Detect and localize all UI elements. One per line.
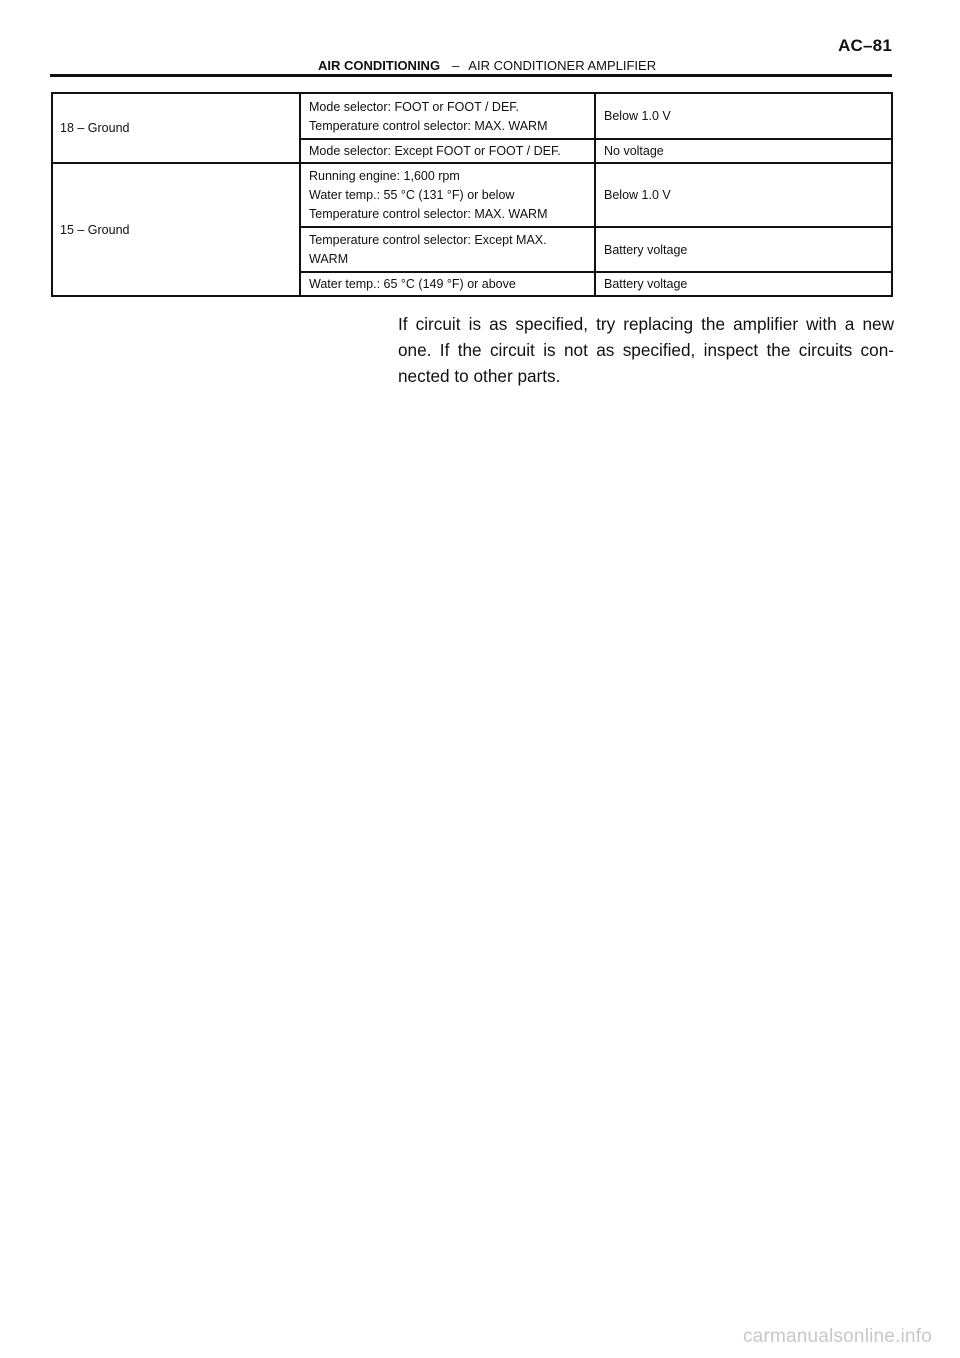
- condition-cell: [300, 93, 595, 139]
- table-row: [52, 163, 892, 227]
- watermark: carmanualsonline.info: [742, 1326, 932, 1347]
- condition-cell: [300, 163, 595, 227]
- condition-line: Mode selector: FOOT or FOOT / DEF.: [309, 99, 520, 114]
- condition-line: Temperature control selector: MAX. WARM: [309, 207, 548, 221]
- condition-line: Mode selector: Except FOOT or FOOT / DEF.: [309, 144, 561, 158]
- terminal-cell: 18 – Ground: [52, 93, 300, 163]
- subsection-title: AIR CONDITIONER AMPLIFIER: [468, 58, 657, 73]
- condition-line: Water temp.: 65 °C (149 °F) or above: [309, 277, 516, 291]
- section-title: AIR CONDITIONING: [318, 58, 441, 73]
- spec-cell: Battery voltage: [595, 272, 892, 296]
- spec-cell: Battery voltage: [595, 227, 892, 272]
- page-number: AC–81: [838, 36, 892, 55]
- condition-cell: [300, 139, 595, 163]
- spec-cell: Below 1.0 V: [595, 163, 892, 227]
- condition-line: Temperature control selector: MAX. WARM: [309, 118, 548, 133]
- table-row: [52, 93, 892, 139]
- condition-line: WARM: [309, 252, 349, 266]
- voltage-spec-table: [51, 92, 893, 297]
- condition-line: Water temp.: 55 °C (131 °F) or below: [309, 188, 515, 202]
- spec-cell: Below 1.0 V: [595, 93, 892, 139]
- spec-cell: No voltage: [595, 139, 892, 163]
- running-header: [318, 58, 656, 73]
- condition-cell: [300, 272, 595, 296]
- terminal-cell: 15 – Ground: [52, 163, 300, 296]
- header-separator: –: [452, 58, 460, 73]
- condition-line: Running engine: 1,600 rpm: [309, 169, 460, 183]
- condition-cell: [300, 227, 595, 272]
- condition-line: Temperature control selector: Except MAX.: [309, 233, 547, 247]
- repair-note: If circuit is as specified, try replacing the amplifier with a new one. If the circuit is not as specified, inspect the circuits con-nected to other parts.: [398, 314, 894, 387]
- header-rule: [50, 74, 892, 77]
